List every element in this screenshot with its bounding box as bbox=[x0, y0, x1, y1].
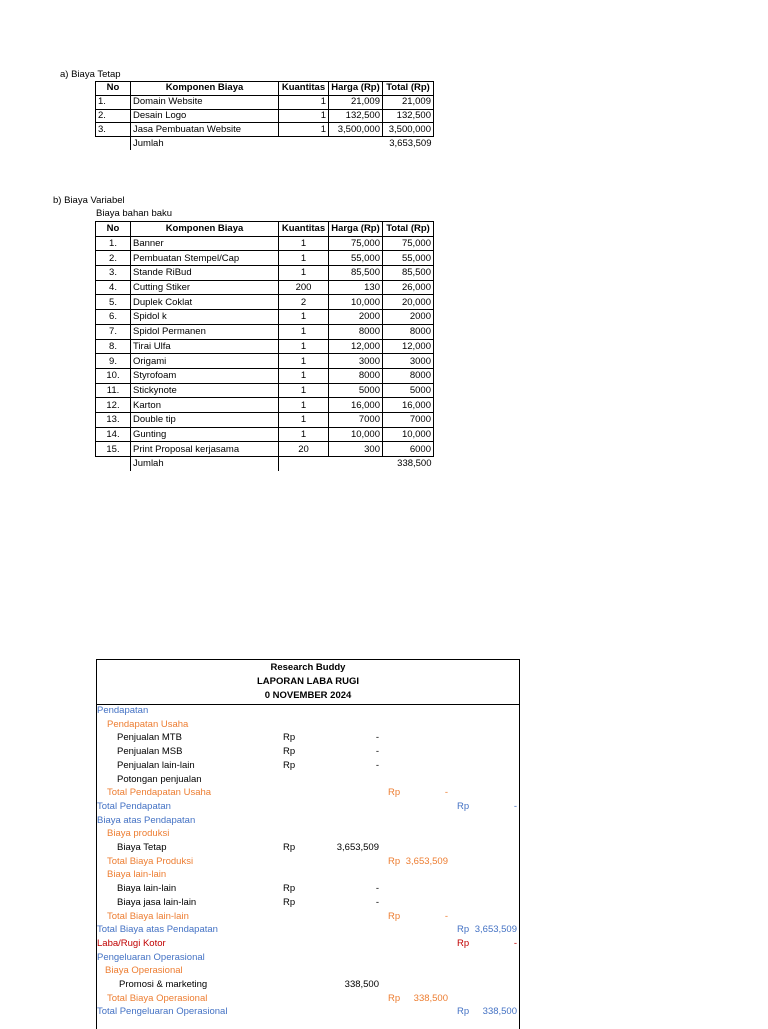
row-component: Spidol k bbox=[131, 310, 279, 325]
row-total: 10,000 bbox=[383, 427, 434, 442]
table-row bbox=[96, 324, 434, 339]
header-no: No bbox=[96, 222, 131, 237]
report-line-label: Penjualan MSB bbox=[117, 746, 183, 758]
row-price: 10,000 bbox=[329, 295, 383, 310]
row-no: 6. bbox=[96, 310, 131, 325]
currency-label: Rp bbox=[457, 1006, 470, 1018]
row-qty: 1 bbox=[279, 109, 329, 123]
table-row bbox=[96, 412, 434, 427]
report-line bbox=[97, 855, 519, 869]
row-component: Spidol Permanen bbox=[131, 324, 279, 339]
report-line-label: Total Pengeluaran Operasional bbox=[97, 1006, 228, 1018]
row-qty: 1 bbox=[279, 236, 329, 251]
report-line bbox=[97, 704, 519, 718]
amount-value: 3,653,509 bbox=[336, 842, 379, 853]
report-line bbox=[97, 814, 519, 828]
row-component: Desain Logo bbox=[131, 109, 279, 123]
header-qty: Kuantitas bbox=[279, 82, 329, 96]
row-price: 130 bbox=[329, 280, 383, 295]
row-price: 7000 bbox=[329, 412, 383, 427]
row-price: 12,000 bbox=[329, 339, 383, 354]
amount-value: - bbox=[444, 910, 448, 922]
report-company: Research Buddy bbox=[270, 662, 346, 673]
currency-label: Rp bbox=[283, 732, 296, 744]
row-total: 2000 bbox=[383, 310, 434, 325]
report-line-label: Pendapatan bbox=[97, 705, 149, 716]
report-line bbox=[97, 1005, 519, 1019]
row-price: 8000 bbox=[329, 324, 383, 339]
report-line-label: Biaya Tetap bbox=[117, 842, 167, 853]
sum-row bbox=[96, 457, 434, 471]
row-price: 132,500 bbox=[329, 109, 383, 123]
sum-spacer bbox=[329, 137, 383, 150]
report-line bbox=[97, 951, 519, 965]
table-row bbox=[96, 383, 434, 398]
report-line bbox=[97, 923, 519, 937]
row-total: 12,000 bbox=[383, 339, 434, 354]
row-total: 5000 bbox=[383, 383, 434, 398]
currency-label: Rp bbox=[388, 787, 401, 799]
report-line-label: Promosi & marketing bbox=[119, 979, 208, 990]
currency-label: Rp bbox=[388, 855, 401, 867]
row-price: 3,500,000 bbox=[329, 123, 383, 137]
amount-value: - bbox=[375, 732, 379, 744]
currency-label: Rp bbox=[283, 842, 296, 853]
table-header-row bbox=[96, 82, 434, 96]
currency-label: Rp bbox=[388, 992, 401, 1004]
sum-label: Jumlah bbox=[131, 457, 279, 471]
report-line-label: Total Biaya Produksi bbox=[107, 855, 194, 867]
row-no: 9. bbox=[96, 354, 131, 369]
row-price: 2000 bbox=[329, 310, 383, 325]
row-total: 6000 bbox=[383, 442, 434, 457]
row-component: Stickynote bbox=[131, 383, 279, 398]
report-line-label: Laba/Rugi Kotor bbox=[97, 937, 166, 949]
row-qty: 1 bbox=[279, 383, 329, 398]
row-qty: 1 bbox=[279, 266, 329, 281]
row-total: 132,500 bbox=[383, 109, 434, 123]
row-qty: 1 bbox=[279, 95, 329, 109]
report-line-label: Biaya lain-lain bbox=[107, 869, 167, 881]
report-line bbox=[97, 896, 519, 910]
row-qty: 1 bbox=[279, 324, 329, 339]
header-price: Harga (Rp) bbox=[329, 222, 383, 237]
header-total: Total (Rp) bbox=[383, 82, 434, 96]
row-component: Karton bbox=[131, 398, 279, 413]
row-component: Tirai Ulfa bbox=[131, 339, 279, 354]
currency-label: Rp bbox=[283, 896, 296, 908]
row-total: 8000 bbox=[383, 368, 434, 383]
amount-value: - bbox=[375, 746, 379, 758]
row-total: 21,009 bbox=[383, 95, 434, 109]
report-line bbox=[97, 910, 519, 924]
sum-spacer bbox=[96, 137, 131, 150]
row-no: 5. bbox=[96, 295, 131, 310]
table-row bbox=[96, 251, 434, 266]
row-total: 20,000 bbox=[383, 295, 434, 310]
sum-spacer bbox=[96, 457, 131, 471]
income-statement bbox=[96, 659, 520, 1029]
report-line-label: Potongan penjualan bbox=[117, 773, 202, 785]
table-row bbox=[96, 123, 434, 137]
sum-value: 3,653,509 bbox=[389, 137, 432, 149]
row-no: 12. bbox=[96, 398, 131, 413]
table-row bbox=[96, 427, 434, 442]
row-total: 16,000 bbox=[383, 398, 434, 413]
fixed-cost-title: a) Biaya Tetap bbox=[60, 69, 121, 80]
report-line-label: Biaya lain-lain bbox=[117, 883, 177, 895]
report-title: LAPORAN LABA RUGI bbox=[256, 676, 360, 687]
row-component: Origami bbox=[131, 354, 279, 369]
row-total: 55,000 bbox=[383, 251, 434, 266]
row-component: Pembuatan Stempel/Cap bbox=[131, 251, 279, 266]
report-line-label: Total Pendapatan Usaha bbox=[107, 787, 212, 799]
row-no: 13. bbox=[96, 412, 131, 427]
row-component: Duplek Coklat bbox=[131, 295, 279, 310]
amount-value: - bbox=[444, 787, 448, 799]
row-price: 75,000 bbox=[329, 236, 383, 251]
row-qty: 1 bbox=[279, 310, 329, 325]
header-component: Komponen Biaya bbox=[131, 222, 279, 237]
row-no: 1. bbox=[96, 95, 131, 109]
report-line bbox=[97, 882, 519, 896]
sum-spacer bbox=[279, 457, 329, 471]
row-no: 7. bbox=[96, 324, 131, 339]
report-line-label: Total Biaya Operasional bbox=[107, 992, 208, 1004]
report-line bbox=[97, 992, 519, 1006]
fixed-cost-table bbox=[95, 81, 434, 150]
row-component: Styrofoam bbox=[131, 368, 279, 383]
report-line-label: Biaya atas Pendapatan bbox=[97, 814, 196, 826]
currency-label: Rp bbox=[283, 759, 296, 771]
report-line bbox=[97, 745, 519, 759]
row-no: 10. bbox=[96, 368, 131, 383]
sum-value: 338,500 bbox=[397, 458, 432, 470]
table-row bbox=[96, 310, 434, 325]
row-component: Gunting bbox=[131, 427, 279, 442]
report-line bbox=[97, 964, 519, 978]
row-component: Double tip bbox=[131, 412, 279, 427]
amount-value: 338,500 bbox=[413, 992, 448, 1004]
report-line-label: Pengeluaran Operasional bbox=[97, 951, 205, 963]
currency-label: Rp bbox=[388, 910, 401, 922]
table-row bbox=[96, 354, 434, 369]
row-total: 7000 bbox=[383, 412, 434, 427]
row-component: Jasa Pembuatan Website bbox=[131, 123, 279, 137]
row-price: 85,500 bbox=[329, 266, 383, 281]
report-line-label: Biaya Operasional bbox=[105, 965, 183, 977]
report-line bbox=[97, 841, 519, 855]
currency-label: Rp bbox=[457, 924, 470, 936]
header-qty: Kuantitas bbox=[279, 222, 329, 237]
row-no: 11. bbox=[96, 383, 131, 398]
report-line bbox=[97, 731, 519, 745]
row-no: 2. bbox=[96, 109, 131, 123]
row-qty: 1 bbox=[279, 354, 329, 369]
row-total: 85,500 bbox=[383, 266, 434, 281]
table-row bbox=[96, 295, 434, 310]
row-total: 75,000 bbox=[383, 236, 434, 251]
header-no: No bbox=[96, 82, 131, 96]
report-line bbox=[97, 937, 519, 951]
variable-cost-title: b) Biaya Variabel bbox=[53, 195, 125, 206]
amount-value: - bbox=[375, 883, 379, 895]
report-line-label: Biaya produksi bbox=[107, 828, 170, 840]
table-row bbox=[96, 280, 434, 295]
row-component: Domain Website bbox=[131, 95, 279, 109]
report-line bbox=[97, 827, 519, 841]
currency-label: Rp bbox=[283, 883, 296, 895]
currency-label: Rp bbox=[457, 800, 470, 812]
report-line bbox=[97, 759, 519, 773]
row-price: 3000 bbox=[329, 354, 383, 369]
row-qty: 1 bbox=[279, 427, 329, 442]
row-no: 2. bbox=[96, 251, 131, 266]
table-row bbox=[96, 398, 434, 413]
amount-value: - bbox=[375, 759, 379, 771]
row-qty: 1 bbox=[279, 412, 329, 427]
row-price: 5000 bbox=[329, 383, 383, 398]
report-line bbox=[97, 978, 519, 992]
row-qty: 2 bbox=[279, 295, 329, 310]
table-row bbox=[96, 236, 434, 251]
row-price: 21,009 bbox=[329, 95, 383, 109]
row-no: 4. bbox=[96, 280, 131, 295]
row-price: 10,000 bbox=[329, 427, 383, 442]
table-row bbox=[96, 95, 434, 109]
header-price: Harga (Rp) bbox=[329, 82, 383, 96]
table-row bbox=[96, 109, 434, 123]
row-no: 8. bbox=[96, 339, 131, 354]
row-qty: 1 bbox=[279, 339, 329, 354]
amount-value: - bbox=[513, 800, 517, 812]
report-line bbox=[97, 868, 519, 882]
row-no: 3. bbox=[96, 123, 131, 137]
row-no: 14. bbox=[96, 427, 131, 442]
amount-value: 338,500 bbox=[482, 1006, 517, 1018]
table-row bbox=[96, 368, 434, 383]
row-price: 8000 bbox=[329, 368, 383, 383]
table-row bbox=[96, 442, 434, 457]
row-price: 55,000 bbox=[329, 251, 383, 266]
report-line-label: Total Biaya lain-lain bbox=[107, 910, 189, 922]
row-qty: 200 bbox=[279, 280, 329, 295]
row-total: 3,500,000 bbox=[383, 123, 434, 137]
report-line-label: Penjualan MTB bbox=[117, 732, 182, 744]
variable-cost-subtitle: Biaya bahan baku bbox=[96, 208, 173, 219]
row-component: Stande RiBud bbox=[131, 266, 279, 281]
row-qty: 1 bbox=[279, 123, 329, 137]
report-line bbox=[97, 773, 519, 787]
report-line-label: Total Biaya atas Pendapatan bbox=[97, 924, 218, 936]
variable-cost-table bbox=[95, 221, 434, 471]
table-header-row bbox=[96, 222, 434, 237]
amount-value: - bbox=[513, 937, 517, 949]
row-price: 16,000 bbox=[329, 398, 383, 413]
row-price: 300 bbox=[329, 442, 383, 457]
amount-value: 338,500 bbox=[344, 979, 379, 990]
sum-label: Jumlah bbox=[131, 137, 279, 150]
row-total: 3000 bbox=[383, 354, 434, 369]
report-line bbox=[97, 800, 519, 814]
currency-label: Rp bbox=[283, 746, 296, 758]
report-line-label: Pendapatan Usaha bbox=[107, 718, 189, 730]
row-no: 15. bbox=[96, 442, 131, 457]
row-qty: 1 bbox=[279, 368, 329, 383]
row-qty: 1 bbox=[279, 251, 329, 266]
report-line bbox=[97, 718, 519, 732]
row-qty: 1 bbox=[279, 398, 329, 413]
amount-value: 3,653,509 bbox=[474, 924, 517, 936]
row-no: 1. bbox=[96, 236, 131, 251]
row-qty: 20 bbox=[279, 442, 329, 457]
amount-value: 3,653,509 bbox=[405, 855, 448, 867]
row-component: Banner bbox=[131, 236, 279, 251]
amount-value: - bbox=[375, 896, 379, 908]
row-no: 3. bbox=[96, 266, 131, 281]
sum-spacer bbox=[329, 457, 383, 471]
header-total: Total (Rp) bbox=[383, 222, 434, 237]
report-date: 0 NOVEMBER 2024 bbox=[264, 690, 352, 701]
row-component: Cutting Stiker bbox=[131, 280, 279, 295]
row-total: 8000 bbox=[383, 324, 434, 339]
report-line-label: Biaya jasa lain-lain bbox=[117, 896, 197, 908]
report-line bbox=[97, 786, 519, 800]
row-total: 26,000 bbox=[383, 280, 434, 295]
currency-label: Rp bbox=[457, 937, 470, 949]
sum-row bbox=[96, 137, 434, 150]
table-row bbox=[96, 266, 434, 281]
sum-spacer bbox=[279, 137, 329, 150]
table-row bbox=[96, 339, 434, 354]
report-line-label: Total Pendapatan bbox=[97, 800, 171, 812]
report-line-label: Penjualan lain-lain bbox=[117, 759, 195, 771]
header-component: Komponen Biaya bbox=[131, 82, 279, 96]
row-component: Print Proposal kerjasama bbox=[131, 442, 279, 457]
